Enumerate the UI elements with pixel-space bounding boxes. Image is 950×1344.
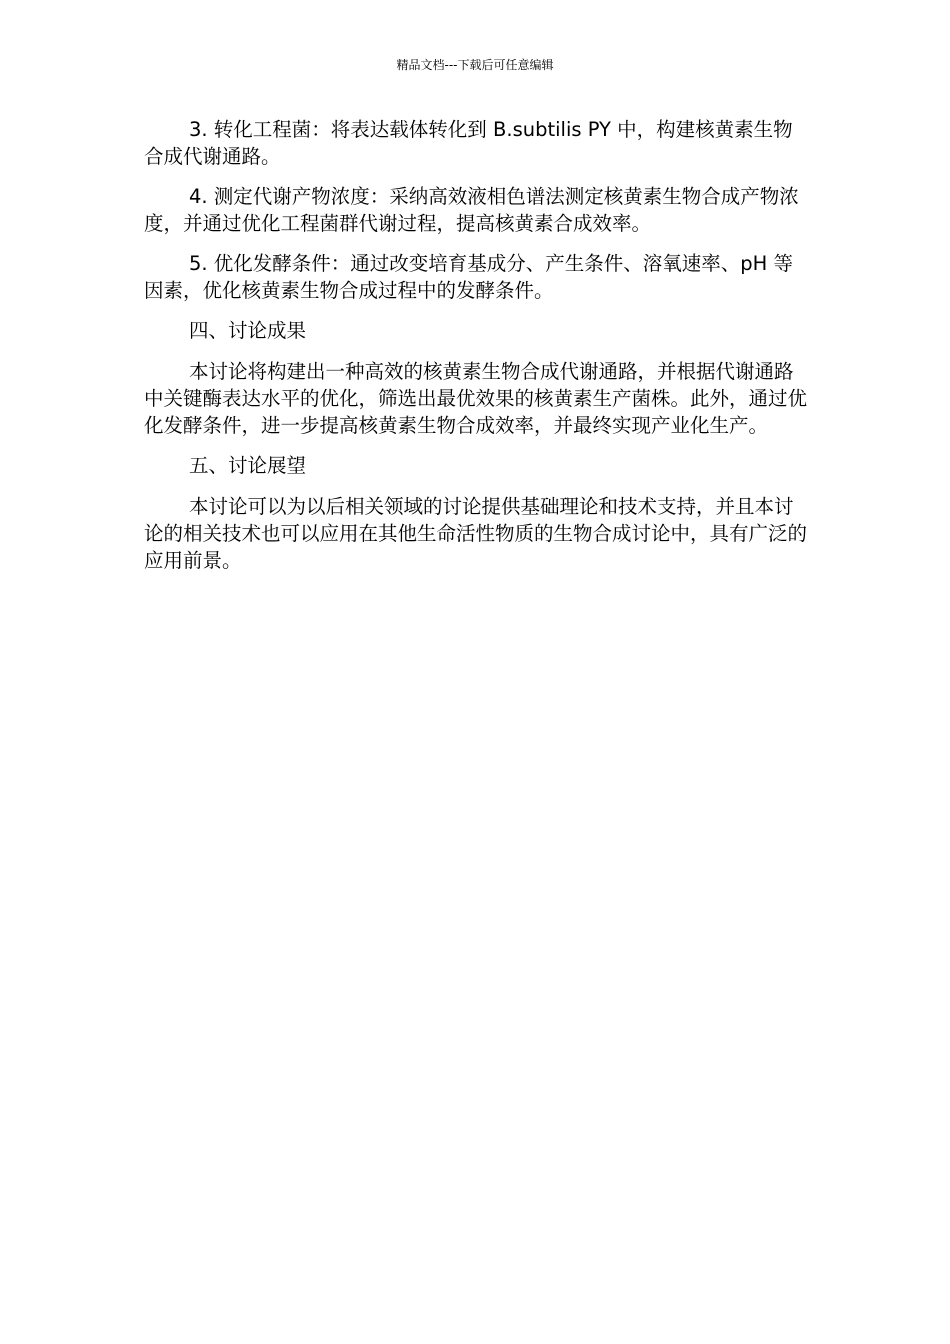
step-4-paragraph: 4. 测定代谢产物浓度：采纳高效液相色谱法测定核黄素生物合成产物浓度，并通过优化工程菌群代谢过程，提高核黄素合成效率。: [144, 185, 799, 235]
document-body: [144, 116, 809, 587]
outlook-paragraph: 本讨论可以为以后相关领域的讨论提供基础理论和技术支持，并且本讨论的相关技术也可以应用在其他生命活性物质的生物合成讨论中，具有广泛的应用前景。: [144, 495, 808, 572]
results-paragraph: 本讨论将构建出一种高效的核黄素生物合成代谢通路，并根据代谢通路中关键酶表达水平的优化，筛选出最优效果的核黄素生产菌株。此外，通过优化发酵条件，进一步提高核黄素生物合成效率，并最终实现产业化生产。: [144, 360, 808, 437]
step-3-paragraph: 3. 转化工程菌：将表达载体转化到 B.subtilis PY 中，构建核黄素生物合成代谢通路。: [144, 118, 793, 168]
step-5-paragraph: 5. 优化发酵条件：通过改变培育基成分、产生条件、溶氧速率、pH 等因素，优化核黄素生物合成过程中的发酵条件。: [144, 252, 794, 302]
section-heading-outlook: 五、讨论展望: [189, 454, 307, 477]
section-heading-results: 四、讨论成果: [189, 319, 307, 342]
page-header: 精品文档---下载后可任意编辑: [396, 58, 554, 72]
